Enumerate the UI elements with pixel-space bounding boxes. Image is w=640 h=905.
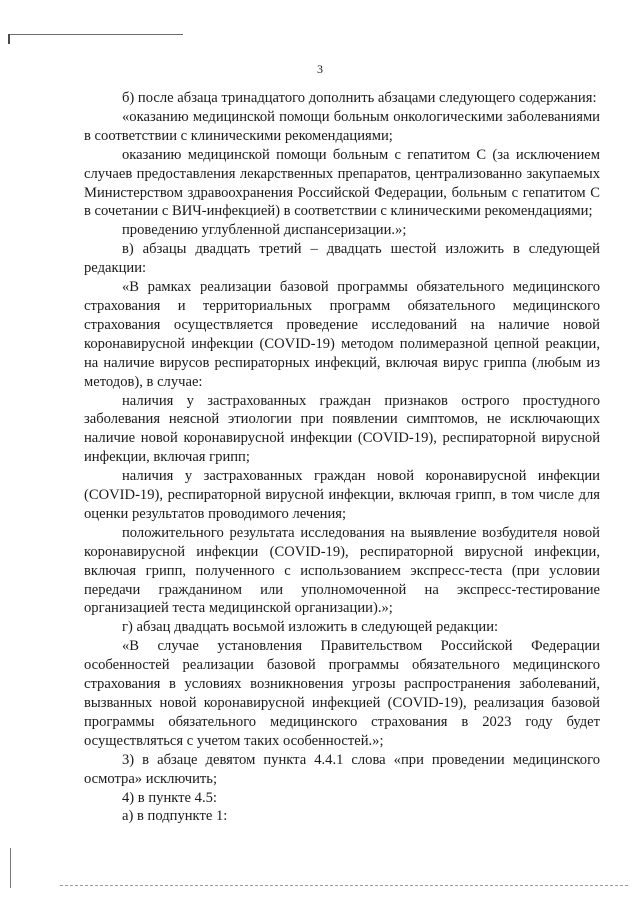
paragraph-b-intro: б) после абзаца тринадцатого дополнить абзацами следующего содержания: [122, 90, 597, 106]
scan-edge-left [10, 848, 11, 888]
paragraph-symptoms: наличия у застрахованных граждан признаков острого простудного заболевания неясной этиологии при появлении симптомов, не исключающих наличие новой коронавирусной инфекции (COVID-19), респираторной вирусной инфекции, включая грипп; [84, 392, 600, 466]
paragraph-g-intro: г) абзац двадцать восьмой изложить в следующей редакции: [122, 619, 499, 636]
document-body [84, 89, 600, 826]
paragraph-v-intro: в) абзацы двадцать третий – двадцать шестой изложить в следующей редакции: [84, 241, 600, 277]
paragraph-subitem-a: а) в подпункте 1: [122, 808, 228, 825]
paragraph-oncology: «оказанию медицинской помощи больным онкологическими заболеваниями в соответствии с клиническими рекомендациями; [84, 108, 600, 144]
paragraph-item-4: 4) в пункте 4.5: [122, 789, 217, 806]
paragraph-dispensarization: проведению углубленной диспансеризации.»; [122, 222, 407, 239]
scan-edge-bottom [60, 885, 628, 886]
paragraph-item-3: 3) в абзаце девятом пункта 4.4.1 слова «при проведении медицинского осмотра» исключить; [84, 751, 600, 787]
scan-edge-top [8, 34, 183, 35]
paragraph-express-test: положительного результата исследования на выявление возбудителя новой коронавирусной инфекции (COVID-19), респираторной вирусной инфекции, включая грипп, полученного с использованием экспресс-теста (при условии передачи гражданином или уполномоченной на экспресс-тестирование организацией теста медицинской организации).»; [84, 524, 600, 617]
paragraph-hepatitis-c: оказанию медицинской помощи больным с гепатитом С (за исключением случаев предоставления лекарственных препаратов, централизованно закупаемых Министерством здравоохранения Российской Федерации, больным с гепатитом С в сочетании с ВИЧ-инфекцией) в соответствии с клиническими рекомендациями; [84, 146, 600, 220]
page-number: 3 [317, 62, 323, 76]
paragraph-government-features: «В случае установления Правительством Российской Федерации особенностей реализации базовой программы обязательного медицинского страхования в условиях возникновения угрозы распространения заболеваний, вызванных новой коронавирусной инфекцией (COVID-19), реализация базовой программы обязательного медицинского страхования в 2023 году будет осуществляться с учетом таких особенностей.»; [84, 638, 600, 749]
paragraph-treatment-evaluation: наличия у застрахованных граждан новой коронавирусной инфекции (COVID-19), респираторной вирусной инфекции, включая грипп, в том числе для оценки результатов проводимого лечения; [84, 468, 600, 522]
paragraph-covid-testing: «В рамках реализации базовой программы обязательного медицинского страхования и территориальных программ обязательного медицинского страхования осуществляется проведение исследований на наличие новой коронавирусной инфекции (COVID-19) методом полимеразной цепной реакции, на наличие вирусов респираторных инфекций, включая вирус гриппа (любым из методов), в случае: [84, 279, 600, 390]
scan-edge-top-tick [8, 34, 10, 44]
